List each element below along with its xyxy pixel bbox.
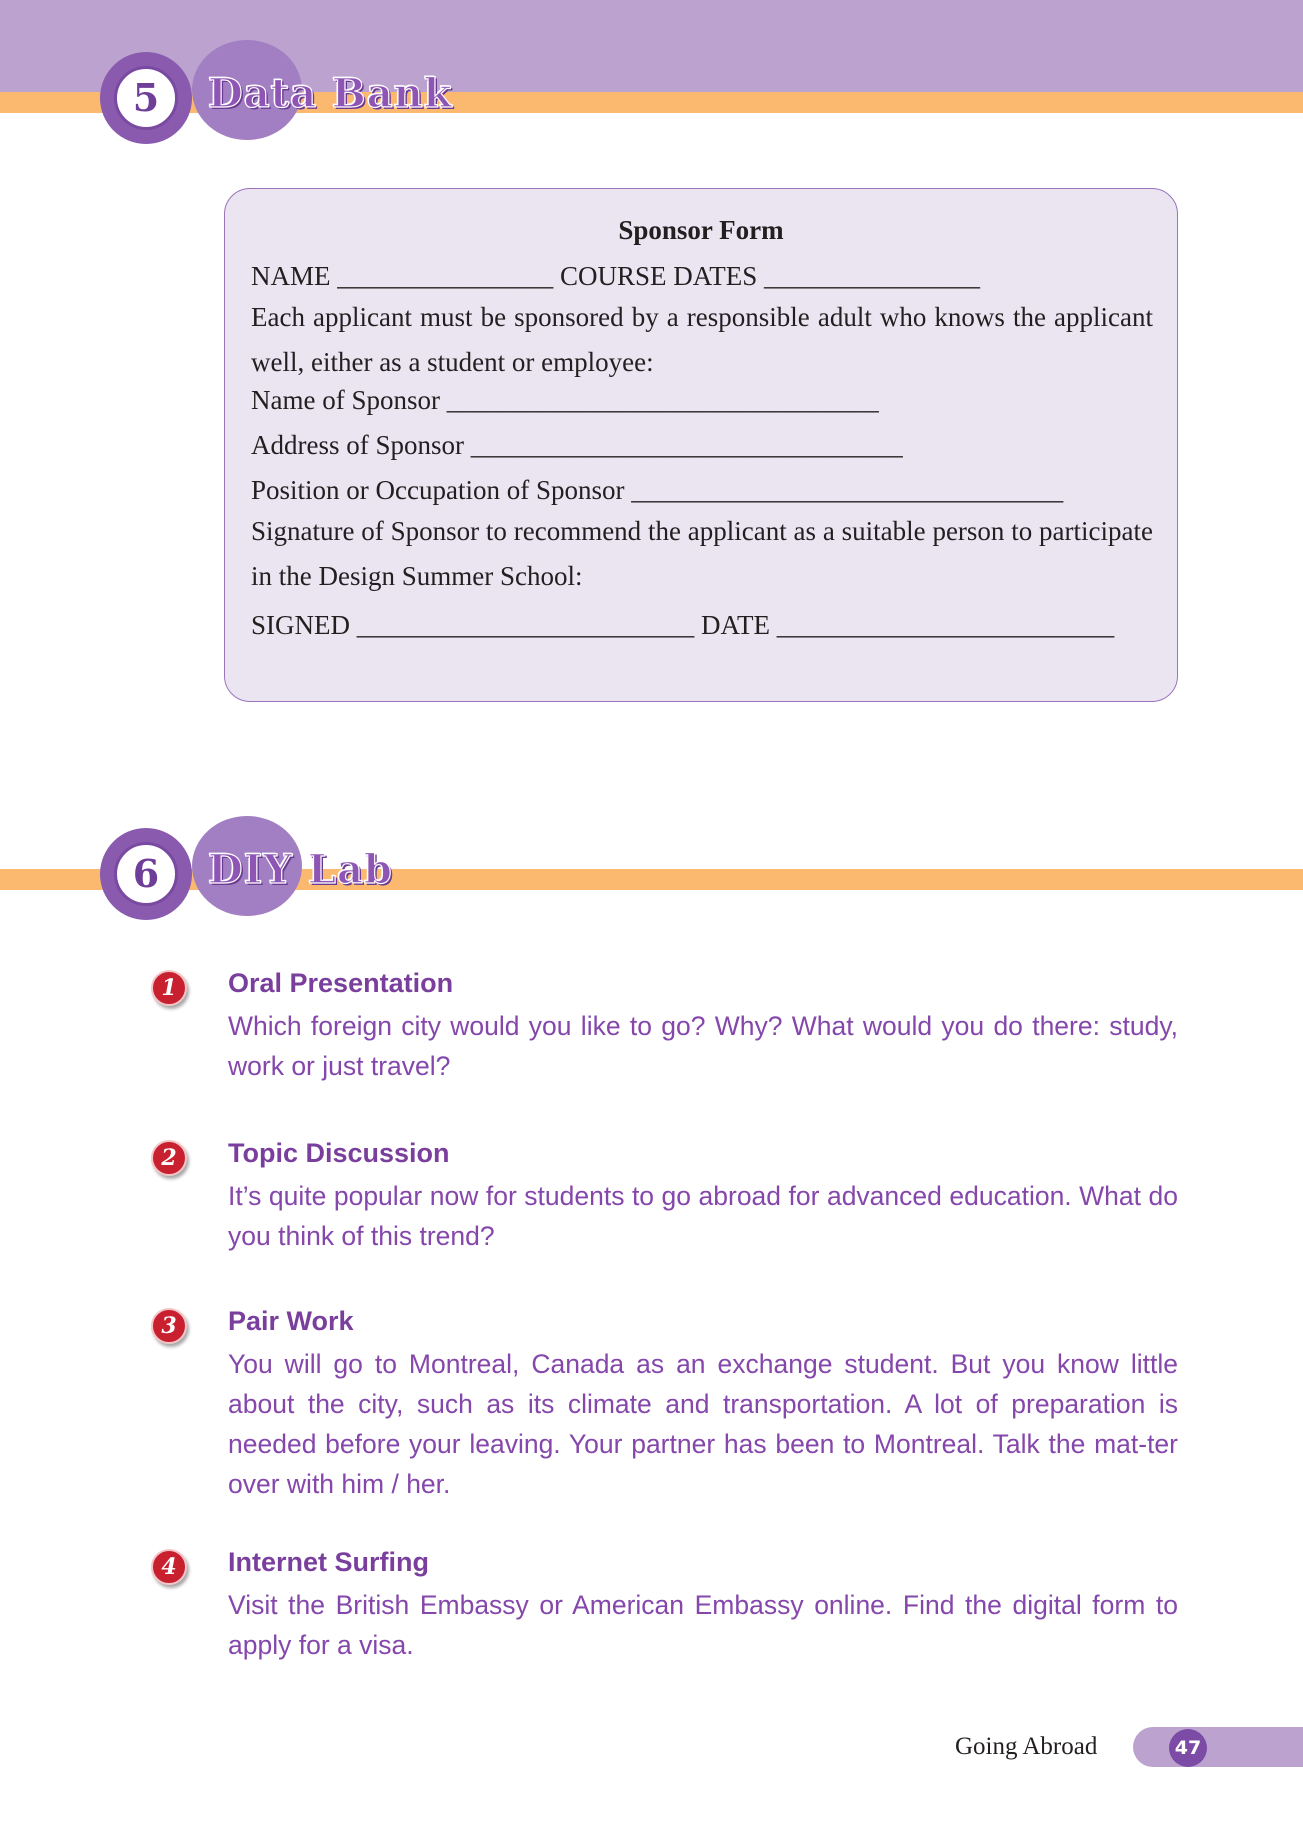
footer-page-tab <box>1133 1727 1303 1767</box>
item-number: 3 <box>161 1313 177 1339</box>
form-title: Sponsor Form <box>618 215 784 245</box>
page-number: 47 <box>1174 1737 1202 1759</box>
section-number: 6 <box>132 851 160 896</box>
item-number-badge <box>151 1308 187 1344</box>
form-intro: Each applicant must be sponsored by a responsible adult who knows the applicant well, either as a student or employee: <box>251 302 1153 377</box>
item-body: Which foreign city would you like to go? Why? What would you do there: study, work or just travel? <box>228 1011 1178 1081</box>
form-sponsor-position: Position or Occupation of Sponsor ________________________________ <box>251 475 1064 505</box>
item-heading: Pair Work <box>228 1306 354 1336</box>
section-diy-lab-header <box>100 816 580 926</box>
item-number-badge <box>151 1140 187 1176</box>
section-data-bank-header <box>100 40 580 150</box>
item-body: It’s quite popular now for students to go abroad for advanced education. What do you think of this trend? <box>228 1181 1178 1251</box>
footer-chapter-title: Going Abroad <box>955 1733 1098 1760</box>
section-title: DIY Lab <box>208 846 393 893</box>
form-signed-line: SIGNED _________________________ DATE _________________________ <box>251 610 1115 640</box>
section-title: Data Bank <box>208 70 453 117</box>
item-heading: Internet Surfing <box>228 1547 429 1577</box>
form-name-line: NAME ________________ COURSE DATES ________________ <box>251 261 981 291</box>
form-sponsor-address: Address of Sponsor ________________________________ <box>251 430 903 460</box>
sponsor-form <box>224 188 1178 702</box>
item-number: 1 <box>161 975 177 1001</box>
form-signature-text: Signature of Sponsor to recommend the applicant as a suitable person to participate in the Design Summer School: <box>251 516 1153 591</box>
item-body: You will go to Montreal, Canada as an exchange student. But you know little about the city, such as its climate and transportation. A lot of preparation is needed before your leaving. Your partner has been to Montreal. Talk the mat-ter over with him / her. <box>228 1349 1178 1499</box>
form-sponsor-name: Name of Sponsor ________________________________ <box>251 385 879 415</box>
section-number: 5 <box>132 75 160 120</box>
item-number: 4 <box>161 1554 177 1580</box>
item-number-badge <box>151 970 187 1006</box>
item-body: Visit the British Embassy or American Embassy online. Find the digital form to apply for a visa. <box>228 1590 1178 1660</box>
item-heading: Topic Discussion <box>228 1138 450 1168</box>
item-number: 2 <box>161 1145 177 1171</box>
item-number-badge <box>151 1549 187 1585</box>
item-heading: Oral Presentation <box>228 968 454 998</box>
